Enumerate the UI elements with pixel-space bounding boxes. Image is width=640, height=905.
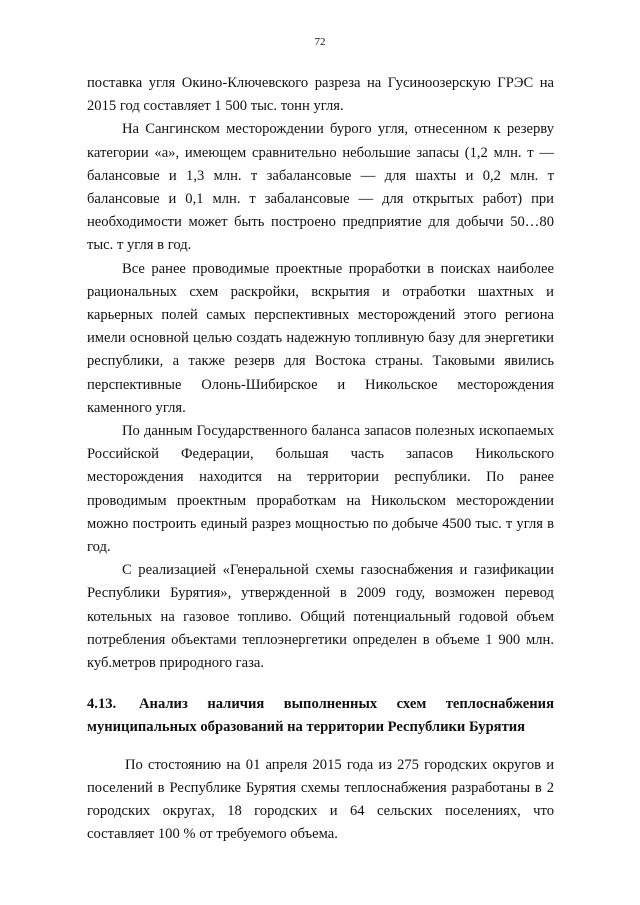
- paragraph-coal-supply: поставка угля Окино-Ключевского разреза на Гусиноозерскую ГРЭС на 2015 год составляет 1 500 тыс. тонн угля.: [87, 75, 554, 115]
- section-title: Анализ наличия выполненных схем теплоснабжения муниципальных образований на территории Республики Бурятия: [87, 696, 554, 736]
- section-heading: [87, 693, 554, 739]
- page-number: 72: [314, 36, 326, 48]
- section-number: 4.13.: [87, 696, 117, 713]
- paragraph-gas-supply: С реализацией «Генеральной схемы газоснабжения и газификации Республики Бурятия», утвержденной в 2009 году, возможен перевод котельных на газовое топливо. Общий потенциальный годовой объем потребления объектами теплоэнергетики определен в объеме 1 900 млн. куб.метров природного газа.: [87, 562, 554, 672]
- paragraph-sanginskoe-deposit: На Сангинском месторождении бурого угля, отнесенном к резерву категории «а», имеющем сравнительно небольшие запасы (1,2 млн. т — балансовые и 1,3 млн. т забалансовые — для шахты и 0,2 млн. т балансовые и 0,1 млн. т забалансовые — для открытых работ) при необходимости может быть построено предприятие для добычи 50…80 тыс. т угля в год.: [87, 121, 554, 254]
- paragraph-state-balance: По данным Государственного баланса запасов полезных ископаемых Российской Федерации, большая часть запасов Никольского месторождения находится на территории республики. По ранее проводимым проектным проработкам на Никольском месторождении можно построить единый разрез мощностью по добыче 4500 тыс. т угля в год.: [87, 423, 554, 556]
- document-body: [87, 72, 554, 847]
- paragraph-design-studies: Все ранее проводимые проектные проработки в поисках наиболее рациональных схем раскройки, вскрытия и отработки шахтных и карьерных полей самых перспективных месторождений этого региона имели основной целью создать надежную топливную базу для энергетики республики, а также резерв для Востока страны. Таковыми явились перспективные Олонь-Шибирское и Никольское месторождения каменного угля.: [87, 260, 554, 416]
- paragraph-heat-supply-schemes: По стостоянию на 01 апреля 2015 года из 275 городских округов и поселений в Республике Бурятия схемы теплоснабжения разработаны в 2 городских округах, 18 городских и 64 сельских поселениях, что составляет 100 % от требуемого объема.: [87, 756, 554, 843]
